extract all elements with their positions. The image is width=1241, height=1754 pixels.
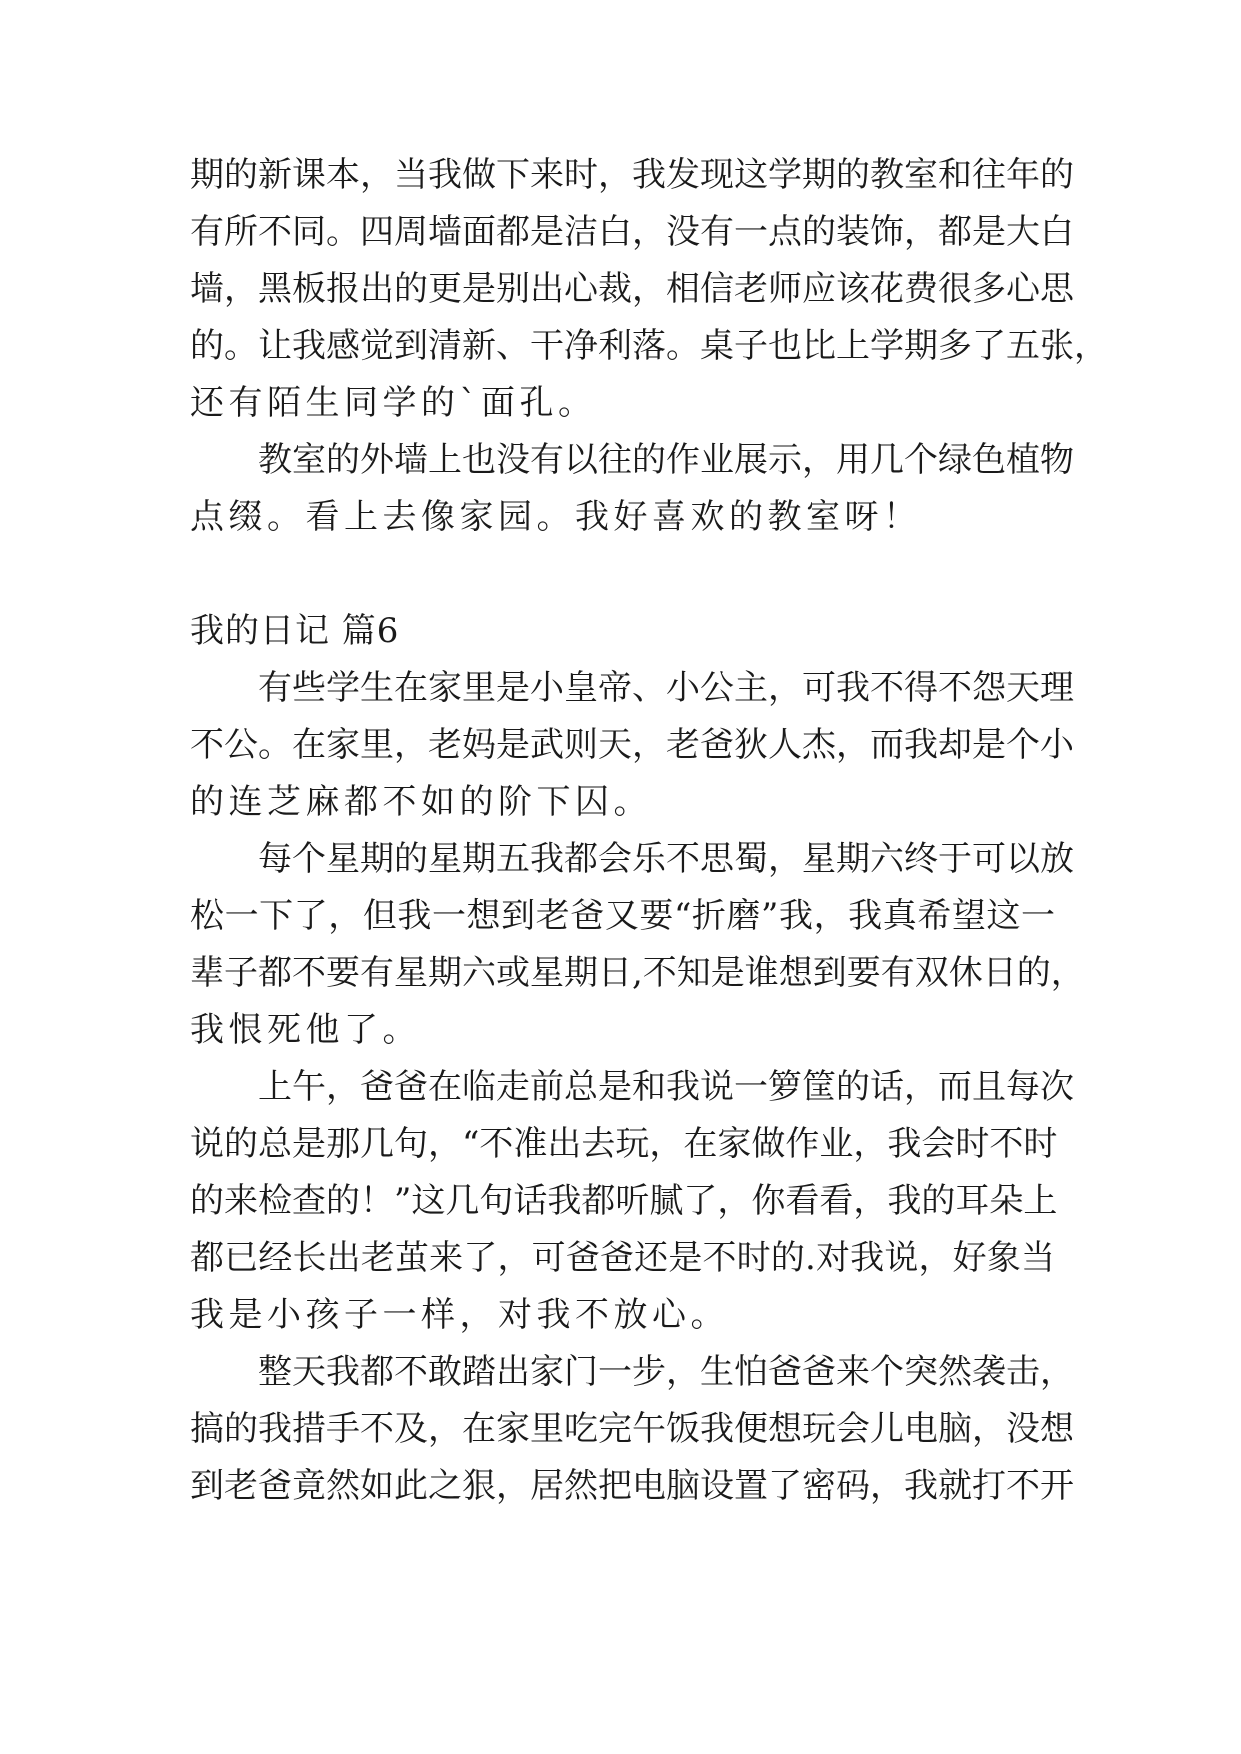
paragraph-line: 松一下了，但我一想到老爸又要“折磨”我，我真希望这一 [190,896,1055,936]
paragraph-line: 教室的外墙上也没有以往的作业展示，用几个绿色植物 [258,440,1074,480]
paragraph-line: 整天我都不敢踏出家门一步，生怕爸爸来个突然袭击， [258,1352,1074,1392]
paragraph-line: 搞的我措手不及，在家里吃完午饭我便想玩会儿电脑，没想 [190,1409,1074,1449]
paragraph-line: 都已经长出老茧来了，可爸爸还是不时的.对我说，好象当 [190,1238,1055,1278]
paragraph-line: 我恨死他了。 [190,1010,421,1050]
diary-heading: 我的日记 篇6 [190,611,400,651]
paragraph-line: 期的新课本，当我做下来时，我发现这学期的教室和往年的 [190,155,1074,195]
paragraph-line: 我是小孩子一样，对我不放心。 [190,1295,729,1335]
paragraph-line: 的。让我感觉到清新、干净利落。桌子也比上学期多了五张， [190,326,1108,366]
paragraph-line: 上午，爸爸在临走前总是和我说一箩筐的话，而且每次 [258,1067,1074,1107]
paragraph-line: 有所不同。四周墙面都是洁白，没有一点的装饰，都是大白 [190,212,1074,252]
paragraph-line: 有些学生在家里是小皇帝、小公主，可我不得不怨天理 [258,668,1074,708]
paragraph-line: 到老爸竟然如此之狠，居然把电脑设置了密码，我就打不开 [190,1466,1074,1506]
paragraph-line: 说的总是那几句，“不准出去玩，在家做作业，我会时不时 [190,1124,1058,1164]
paragraph-line: 辈子都不要有星期六或星期日,不知是谁想到要有双休日的， [190,953,1085,993]
paragraph-line: 还有陌生同学的`面孔。 [190,383,597,423]
paragraph-line: 不公。在家里，老妈是武则天，老爸狄人杰，而我却是个小 [190,725,1074,765]
paragraph-line: 墙，黑板报出的更是别出心裁，相信老师应该花费很多心思 [190,269,1074,309]
paragraph-line: 每个星期的星期五我都会乐不思蜀，星期六终于可以放 [258,839,1074,879]
paragraph-line: 的连芝麻都不如的阶下囚。 [190,782,652,822]
paragraph-line: 点缀。看上去像家园。我好喜欢的教室呀！ [190,497,922,537]
paragraph-line: 的来检查的！”这几句话我都听腻了，你看看，我的耳朵上 [190,1181,1058,1221]
